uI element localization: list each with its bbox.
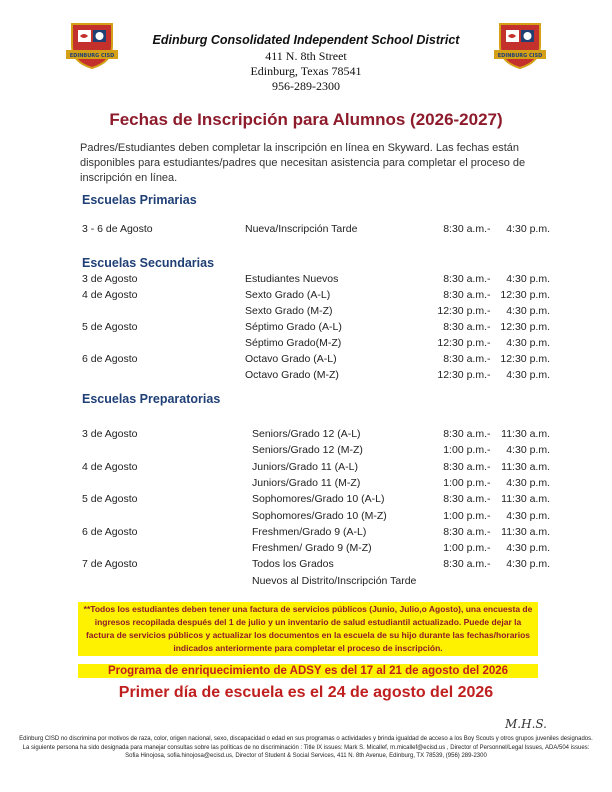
row-end-time: 12:30 p.m.	[500, 353, 550, 365]
row-end-time: 12:30 p.m.	[500, 289, 550, 301]
row-end-time: 12:30 p.m.	[500, 321, 550, 333]
time-separator: -	[487, 369, 491, 381]
row-description: Seniors/Grado 12 (M-Z)	[252, 444, 363, 457]
row-start-time: 1:00 p.m.	[443, 476, 487, 489]
schedule-row	[0, 321, 612, 337]
svg-text:EDINBURG CISD: EDINBURG CISD	[497, 53, 543, 59]
time-separator: -	[487, 223, 491, 235]
time-separator: -	[487, 542, 491, 555]
district-name: Edinburg Consolidated Independent School District	[152, 33, 460, 47]
schedule-row	[0, 477, 612, 493]
row-end-time: 11:30 a.m.	[501, 493, 550, 506]
row-description: Estudiantes Nuevos	[245, 273, 339, 285]
row-start-time: 8:30 a.m.	[443, 460, 487, 473]
row-end-time: 4:30 p.m.	[506, 558, 550, 571]
schedule-row	[0, 575, 612, 591]
row-start-time: 1:00 p.m.	[443, 542, 487, 555]
row-description: Octavo Grado (M-Z)	[245, 369, 339, 381]
row-start-time: 8:30 a.m.	[443, 525, 487, 538]
row-description: Juniors/Grado 11 (A-L)	[252, 460, 359, 473]
schedule-row	[0, 369, 612, 385]
row-description: Sophomores/Grado 10 (A-L)	[252, 493, 385, 506]
district-city: Edinburg, Texas 78541	[250, 64, 362, 78]
schedule-row	[0, 223, 612, 239]
row-description: Freshmen/ Grado 9 (M-Z)	[252, 542, 372, 555]
time-separator: -	[487, 305, 491, 317]
schedule-row	[0, 510, 612, 526]
row-end-time: 4:30 p.m.	[506, 273, 550, 285]
row-end-time: 11:30 a.m.	[501, 525, 550, 538]
row-description: Freshmen/Grado 9 (A-L)	[252, 525, 367, 538]
row-start-time: 8:30 a.m.	[443, 273, 487, 285]
time-separator: -	[487, 460, 491, 473]
district-address: 411 N. 8th Street	[265, 49, 347, 63]
row-date: 5 de Agosto	[82, 321, 138, 333]
row-description: Sophomores/Grado 10 (M-Z)	[252, 509, 387, 522]
district-phone: 956-289-2300	[272, 79, 340, 93]
schedule-row	[0, 273, 612, 289]
schedule-row	[0, 542, 612, 558]
schedule-row	[0, 444, 612, 460]
row-date: 4 de Agosto	[82, 460, 138, 473]
row-start-time: 8:30 a.m.	[443, 289, 487, 301]
schedule-row	[0, 461, 612, 477]
signature-initials: M.H.S.	[505, 717, 547, 731]
row-description: Todos los Grados	[252, 558, 334, 571]
row-description: Seniors/Grado 12 (A-L)	[252, 428, 361, 440]
page-title: Fechas de Inscripción para Alumnos (2026-2027)	[109, 110, 503, 129]
time-separator: -	[487, 525, 491, 538]
row-end-time: 4:30 p.m.	[506, 305, 550, 317]
row-end-time: 4:30 p.m.	[506, 476, 550, 489]
requirements-notice: **Todos los estudiantes deben tener una factura de servicios públicos (Junio, Julio,o Agosto), una encuesta de ingresos recopilada después del 1 de julio y un inventario de salud estudiantil actualizado. Puede dejar la factura de servicios públicos y actualizar los documentos en la escuela de su hijo durante las fechas/horarios indicados anteriormente para completar el proceso de inscripción.	[78, 602, 538, 656]
row-start-time: 8:30 a.m.	[443, 321, 487, 333]
row-end-time: 11:30 a.m.	[501, 460, 550, 473]
row-end-time: 4:30 p.m.	[506, 542, 550, 555]
row-description: Nuevos al Distrito/Inscripción Tarde	[252, 574, 417, 587]
schedule-row	[0, 305, 612, 321]
row-end-time: 4:30 p.m.	[506, 444, 550, 457]
row-start-time: 12:30 p.m.	[437, 337, 487, 349]
adsy-program-banner: Programa de enriquecimiento de ADSY es del 17 al 21 de agosto del 2026	[78, 664, 538, 678]
row-start-time: 8:30 a.m.	[443, 558, 487, 571]
schedule-row	[0, 493, 612, 509]
time-separator: -	[487, 509, 491, 522]
row-end-time: 4:30 p.m.	[506, 337, 550, 349]
row-start-time: 1:00 p.m.	[443, 509, 487, 522]
time-separator: -	[487, 337, 491, 349]
row-end-time: 4:30 p.m.	[506, 223, 550, 235]
row-end-time: 4:30 p.m.	[506, 509, 550, 522]
schedule-row	[0, 353, 612, 369]
row-description: Séptimo Grado (A-L)	[245, 321, 342, 333]
row-date: 3 - 6 de Agosto	[82, 223, 153, 235]
time-separator: -	[487, 428, 491, 440]
time-separator: -	[487, 273, 491, 285]
schedule-row	[0, 558, 612, 574]
section-primarias: Escuelas Primarias	[82, 193, 197, 207]
time-separator: -	[487, 493, 491, 506]
row-end-time: 11:30 a.m.	[501, 428, 550, 440]
row-date: 6 de Agosto	[82, 525, 138, 538]
row-description: Octavo Grado (A-L)	[245, 353, 337, 365]
row-start-time: 8:30 a.m.	[443, 428, 487, 440]
row-start-time: 8:30 a.m.	[443, 493, 487, 506]
row-end-time: 4:30 p.m.	[506, 369, 550, 381]
time-separator: -	[487, 558, 491, 571]
section-secundarias: Escuelas Secundarias	[82, 256, 215, 270]
schedule-row	[0, 428, 612, 444]
row-start-time: 8:30 a.m.	[443, 353, 487, 365]
svg-text:EDINBURG CISD: EDINBURG CISD	[69, 53, 115, 59]
row-description: Sexto Grado (A-L)	[245, 289, 331, 301]
row-start-time: 1:00 p.m.	[443, 444, 487, 457]
time-separator: -	[487, 353, 491, 365]
row-date: 5 de Agosto	[82, 493, 138, 506]
row-date: 6 de Agosto	[82, 353, 138, 365]
row-start-time: 12:30 p.m.	[437, 369, 487, 381]
row-date: 7 de Agosto	[82, 558, 138, 571]
first-day-banner: Primer día de escuela es el 24 de agosto del 2026	[118, 684, 494, 701]
nondiscrimination-footer: Edinburg CISD no discrimina por motivos de raza, color, origen nacional, sexo, discapacidad o edad en sus programas o actividades y brinda igualdad de acceso a los Boy Scouts y otros grupos juveniles designados. La siguiente persona ha sido designada para manejar consultas sobre las políticas de no discriminación : Title IX issues: Mark S. Micallef, m.micallef@ecisd.us , Director of Personnel/Legal Issues, ADA/504 issues: Sofia Hinojosa, sofia.hinojosa@ecisd.us, Director of Student & Social Services, 411 N. 8th Avenue, Edinburg, TX 78539, (956) 289-2300	[19, 736, 593, 759]
schedule-row	[0, 337, 612, 353]
row-start-time: 12:30 p.m.	[437, 305, 487, 317]
row-description: Séptimo Grado(M-Z)	[245, 337, 342, 349]
time-separator: -	[487, 444, 491, 457]
row-date: 3 de Agosto	[82, 428, 138, 440]
intro-paragraph: Padres/Estudiantes deben completar la inscripción en línea en Skyward. Las fechas están disponibles para estudiantes/padres que necesitan asistencia para completar el proceso de inscripción en línea.	[80, 142, 526, 184]
schedule-row	[0, 289, 612, 305]
time-separator: -	[487, 476, 491, 489]
row-description: Nueva/Inscripción Tarde	[245, 223, 358, 235]
time-separator: -	[487, 289, 491, 301]
row-description: Juniors/Grado 11 (M-Z)	[252, 476, 361, 489]
section-preparatorias: Escuelas Preparatorias	[82, 392, 221, 406]
schedule-row	[0, 526, 612, 542]
row-start-time: 8:30 a.m.	[443, 223, 487, 235]
row-date: 3 de Agosto	[82, 273, 138, 285]
row-date: 4 de Agosto	[82, 289, 138, 301]
time-separator: -	[487, 321, 491, 333]
row-description: Sexto Grado (M-Z)	[245, 305, 333, 317]
